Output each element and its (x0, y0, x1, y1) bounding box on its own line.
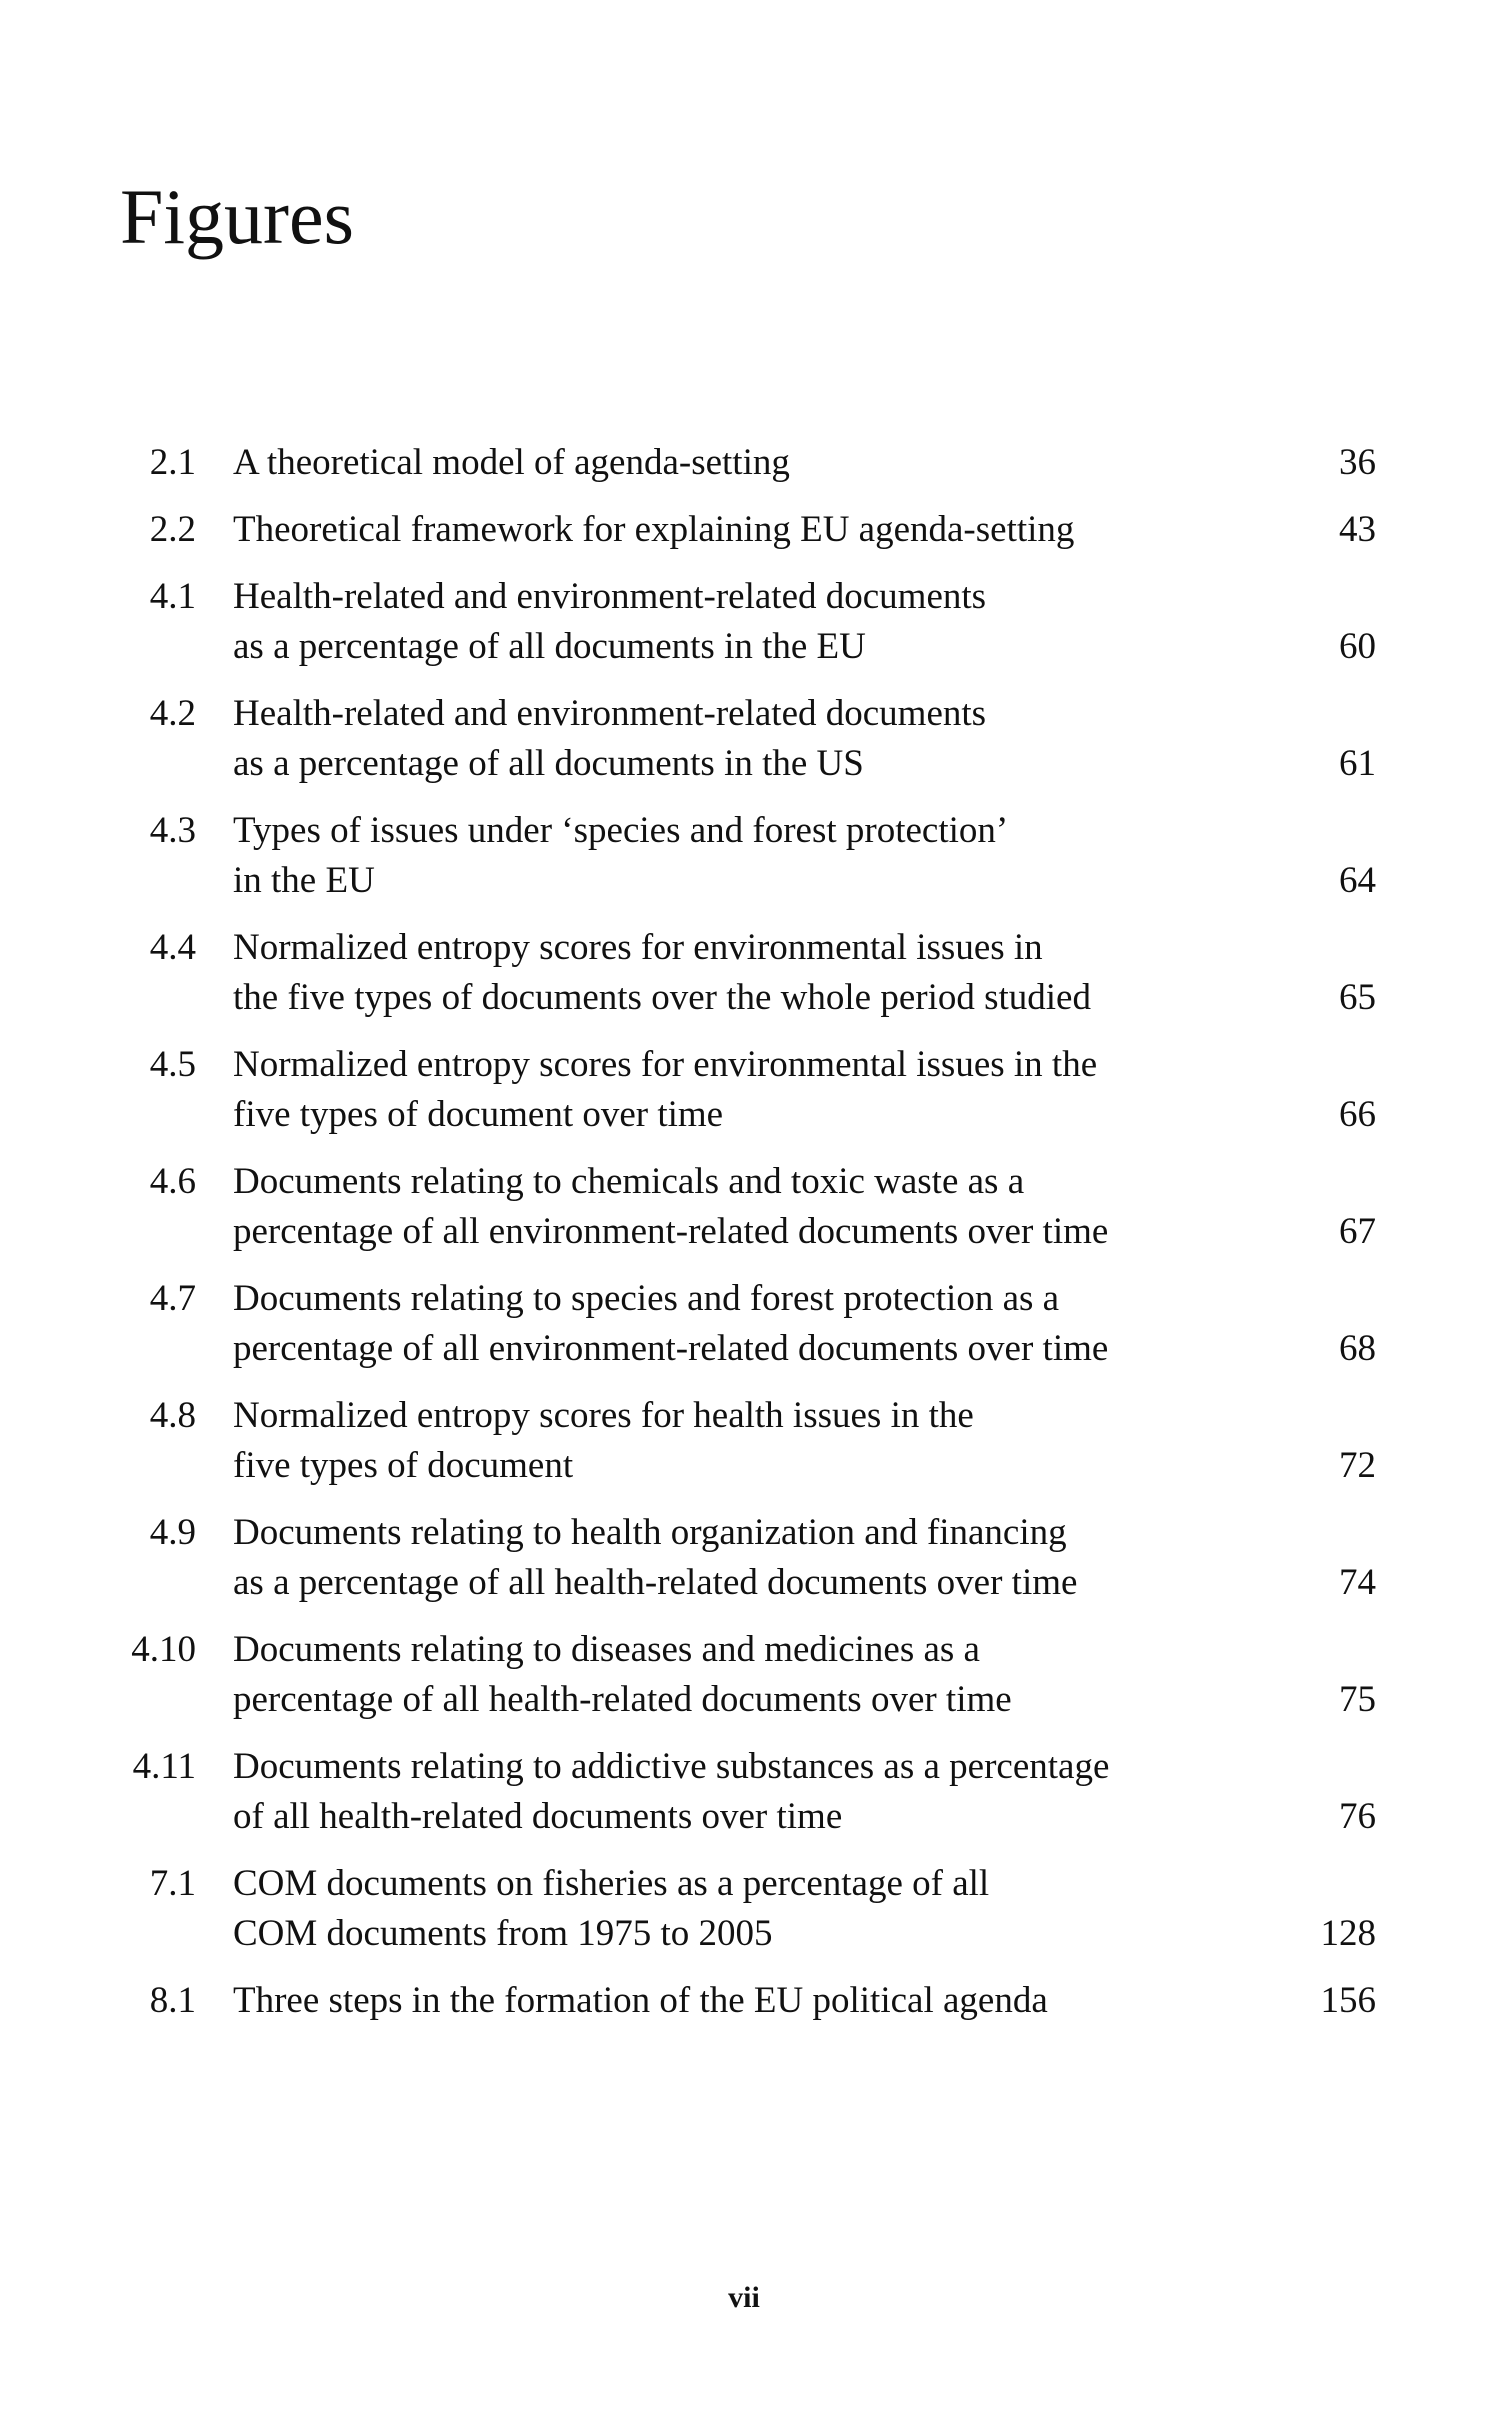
figure-title (233, 689, 1293, 789)
figure-number: 2.2 (149, 509, 196, 550)
figure-title-line: as a percentage of all documents in the US (233, 743, 864, 784)
figure-number: 7.1 (149, 1863, 196, 1904)
figure-page-number: 75 (1339, 1679, 1376, 1720)
figure-title (233, 1391, 1293, 1491)
figure-page-number: 36 (1339, 442, 1376, 483)
figure-number: 4.2 (149, 693, 196, 734)
figure-title-line: the five types of documents over the whole period studied (233, 977, 1091, 1018)
figure-entry (0, 1391, 1488, 1491)
figure-page-number: 74 (1339, 1562, 1376, 1603)
figure-number: 4.3 (149, 810, 196, 851)
figure-title (233, 1859, 1293, 1959)
figure-entry (0, 806, 1488, 906)
figure-title (233, 1508, 1293, 1608)
figure-title-line: percentage of all environment-related documents over time (233, 1328, 1109, 1369)
figure-page-number: 64 (1339, 860, 1376, 901)
figure-title-line: Documents relating to chemicals and toxic waste as a (233, 1161, 1025, 1202)
figure-page-number: 156 (1320, 1980, 1376, 2021)
figure-title (233, 1040, 1293, 1140)
figure-entry (0, 1508, 1488, 1608)
figure-title-line: Types of issues under ‘species and forest protection’ (233, 810, 1009, 851)
figure-title (233, 438, 1293, 488)
figure-page-number: 67 (1339, 1211, 1376, 1252)
figure-title-line: percentage of all health-related documents over time (233, 1679, 1012, 1720)
figure-number: 4.10 (131, 1629, 196, 1670)
figure-page-number: 128 (1320, 1913, 1376, 1954)
figure-title-line: Three steps in the formation of the EU political agenda (233, 1980, 1048, 2021)
figure-number: 4.11 (132, 1746, 196, 1787)
figure-number: 8.1 (149, 1980, 196, 2021)
figure-page-number: 60 (1339, 626, 1376, 667)
figure-number: 4.9 (149, 1512, 196, 1553)
figure-page-number: 68 (1339, 1328, 1376, 1369)
figure-number: 4.4 (149, 927, 196, 968)
figure-title (233, 1742, 1293, 1842)
figure-title-line: of all health-related documents over time (233, 1796, 843, 1837)
figure-title-line: five types of document (233, 1445, 574, 1486)
figure-title (233, 806, 1293, 906)
figure-number: 4.8 (149, 1395, 196, 1436)
page-title: Figures (120, 173, 354, 260)
figure-entry (0, 1157, 1488, 1257)
figure-entry (0, 1859, 1488, 1959)
figure-title (233, 1274, 1293, 1374)
figure-entry (0, 505, 1488, 555)
figure-number: 4.1 (149, 576, 196, 617)
figure-title-line: A theoretical model of agenda-setting (233, 442, 790, 483)
figure-entry (0, 438, 1488, 488)
figure-title-line: Health-related and environment-related documents (233, 693, 987, 734)
figure-title-line: Health-related and environment-related documents (233, 576, 987, 617)
figure-title (233, 572, 1293, 672)
figure-entry (0, 1976, 1488, 2026)
figure-title (233, 923, 1293, 1023)
figure-title-line: Documents relating to addictive substances as a percentage (233, 1746, 1110, 1787)
figure-page-number: 66 (1339, 1094, 1376, 1135)
figure-title (233, 1625, 1293, 1725)
figure-title (233, 1976, 1293, 2026)
figure-title-line: five types of document over time (233, 1094, 724, 1135)
figure-page-number: 43 (1339, 509, 1376, 550)
figure-title-line: COM documents from 1975 to 2005 (233, 1913, 773, 1954)
figure-title-line: Normalized entropy scores for environmental issues in (233, 927, 1043, 968)
figure-page-number: 72 (1339, 1445, 1376, 1486)
figure-title-line: in the EU (233, 860, 375, 901)
figure-entry (0, 1040, 1488, 1140)
figure-page-number: 65 (1339, 977, 1376, 1018)
figure-title (233, 1157, 1293, 1257)
figure-entry (0, 923, 1488, 1023)
figure-title-line: Documents relating to health organization and financing (233, 1512, 1067, 1553)
figure-number: 2.1 (149, 442, 196, 483)
figure-title-line: as a percentage of all health-related documents over time (233, 1562, 1078, 1603)
figure-entry (0, 1625, 1488, 1725)
figure-title-line: Documents relating to diseases and medicines as a (233, 1629, 980, 1670)
figure-number: 4.6 (149, 1161, 196, 1202)
figure-title-line: as a percentage of all documents in the EU (233, 626, 866, 667)
figure-title-line: Theoretical framework for explaining EU agenda-setting (233, 509, 1075, 550)
figure-title-line: percentage of all environment-related documents over time (233, 1211, 1109, 1252)
figure-entry (0, 689, 1488, 789)
figure-number: 4.5 (149, 1044, 196, 1085)
figure-title-line: Normalized entropy scores for environmental issues in the (233, 1044, 1098, 1085)
figure-entry (0, 572, 1488, 672)
figure-page-number: 61 (1339, 743, 1376, 784)
figure-title-line: COM documents on fisheries as a percentage of all (233, 1863, 990, 1904)
figure-entry (0, 1274, 1488, 1374)
page-number: vii (728, 2281, 760, 2314)
figure-title (233, 505, 1293, 555)
figure-entry (0, 1742, 1488, 1842)
figure-number: 4.7 (149, 1278, 196, 1319)
figure-page-number: 76 (1339, 1796, 1376, 1837)
figure-title-line: Documents relating to species and forest protection as a (233, 1278, 1060, 1319)
figure-title-line: Normalized entropy scores for health issues in the (233, 1395, 974, 1436)
figure-list (0, 438, 1488, 2043)
